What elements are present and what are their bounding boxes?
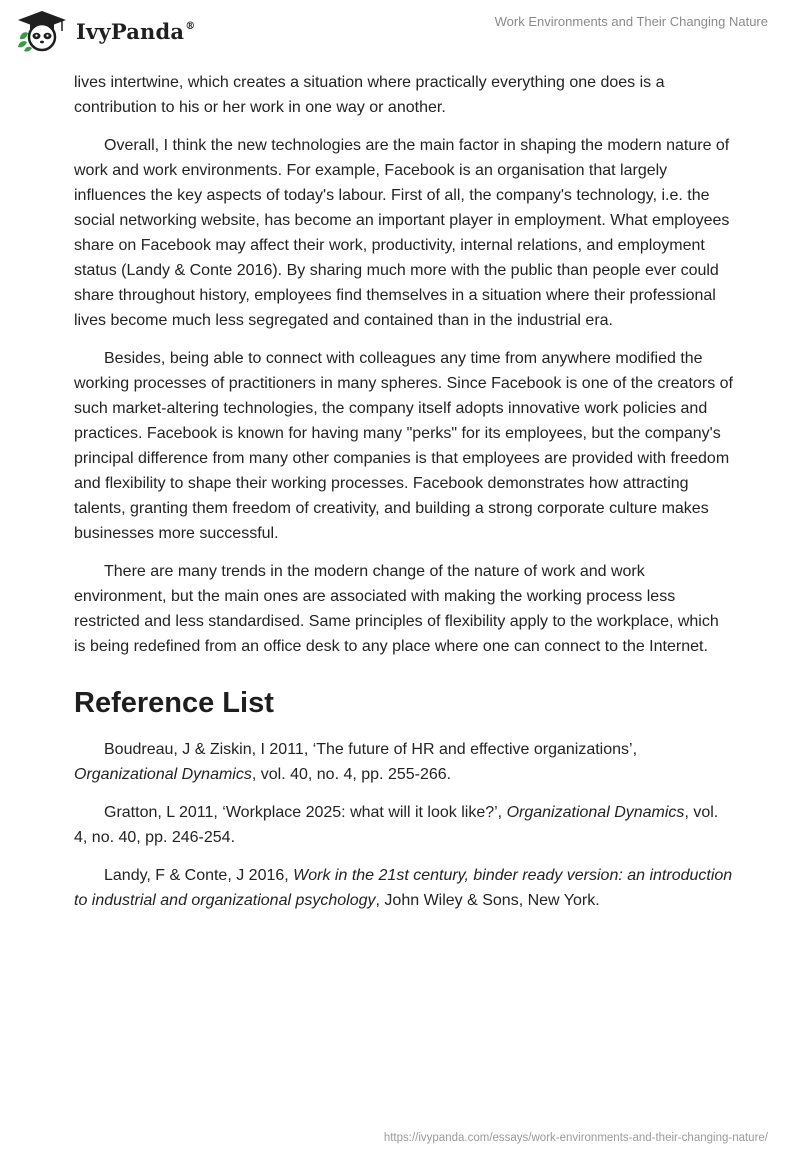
reference-item-3: Landy, F & Conte, J 2016, Work in the 21st century, binder ready version: an introduction to industrial and organizational psychology, John Wiley & Sons, New York. — [74, 867, 733, 909]
reference-item-1: Boudreau, J & Ziskin, I 2011, ‘The future of HR and effective organizations’, Organizational Dynamics, vol. 40, no. 4, pp. 255-266. — [74, 741, 638, 783]
reference-list-heading: Reference List — [74, 687, 274, 719]
reference-item-2: Gratton, L 2011, ‘Workplace 2025: what will it look like?’, Organizational Dynamics, vol. 4, no. 40, pp. 246-254. — [74, 804, 719, 846]
body-paragraph-3: Besides, being able to connect with colleagues any time from anywhere modified the working processes of practitioners in many spheres. Since Facebook is one of the creators of such market-altering technologies, the company itself adopts innovative work policies and practices. Facebook is known for having many "perks" for its employees, but the company's principal difference from many other companies is that employees are provided with freedom and flexibility to shape their working processes. Facebook demonstrates how attracting talents, granting them freedom of creativity, and building a strong corporate culture makes businesses more successful. — [74, 350, 733, 542]
body-paragraph-1: lives intertwine, which creates a situation where practically everything one does is a contribution to his or her work in one way or another. — [74, 74, 665, 116]
source-url-link[interactable]: https://ivypanda.com/essays/work-environments-and-their-changing-nature/ — [383, 1132, 768, 1144]
body-paragraph-2: Overall, I think the new technologies are the main factor in shaping the modern nature of work and work environments. For example, Facebook is an organisation that largely influences the key aspects of today's labour. First of all, the company's technology, i.e. the social networking website, has become an important player in employment. What employees share on Facebook may affect their work, productivity, internal relations, and employment status (Landy & Conte 2016). By sharing much more with the public than people ever could share throughout history, employees find themselves in a situation where their professional lives become much less segregated and contained than in the industrial era. — [74, 137, 730, 329]
essay-content — [74, 70, 734, 926]
panda-graduate-icon — [14, 9, 70, 53]
document-title: Work Environments and Their Changing Nature — [494, 14, 768, 29]
page-header — [0, 0, 800, 70]
registered-mark: ® — [185, 20, 196, 32]
ivypanda-logo[interactable] — [14, 9, 195, 53]
body-paragraph-4: There are many trends in the modern change of the nature of work and work environment, but the main ones are associated with making the working process less restricted and less standardised. Same principles of flexibility apply to the workplace, which is being redefined from an office desk to any place where one can connect to the Internet. — [74, 563, 719, 655]
brand-name: IvyPanda® — [76, 18, 196, 44]
